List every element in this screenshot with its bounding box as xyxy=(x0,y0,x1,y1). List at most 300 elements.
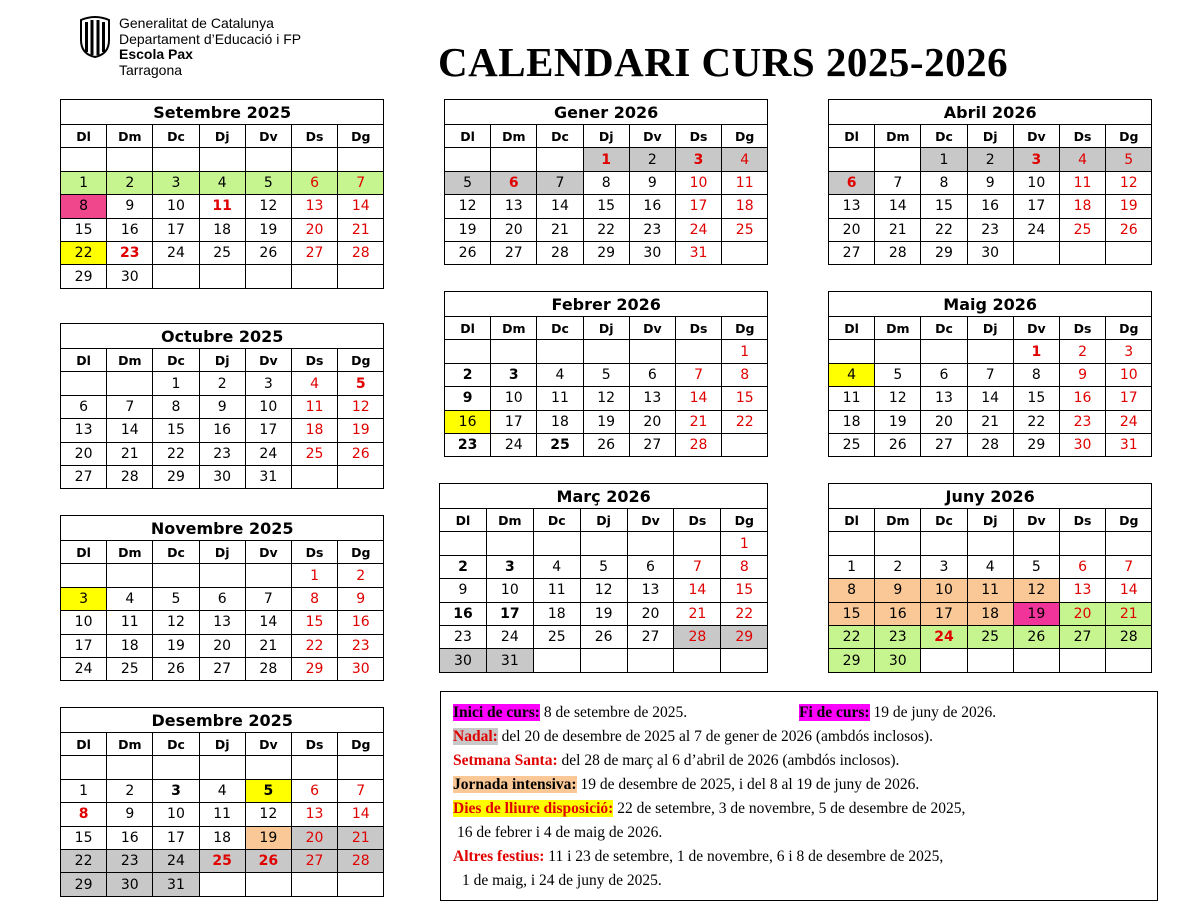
day-cell: 2 xyxy=(1059,340,1105,363)
empty-day-cell xyxy=(875,532,921,555)
day-cell: 13 xyxy=(199,611,245,634)
weekday-header: Dl xyxy=(829,509,875,532)
empty-day-cell xyxy=(491,340,537,363)
weekday-header: Dl xyxy=(829,317,875,340)
day-cell: 27 xyxy=(491,241,537,264)
week-row xyxy=(440,555,768,578)
weekday-header: Dc xyxy=(533,509,580,532)
calendar-abril xyxy=(828,99,1152,265)
empty-day-cell xyxy=(1013,241,1059,264)
day-cell: 5 xyxy=(583,363,629,386)
empty-day-cell xyxy=(875,340,921,363)
empty-day-cell xyxy=(107,756,153,779)
day-cell: 12 xyxy=(1106,171,1152,194)
day-cell: 21 xyxy=(675,410,721,433)
day-cell: 26 xyxy=(245,241,291,264)
day-cell: 30 xyxy=(967,241,1013,264)
calendar-juny xyxy=(828,483,1152,673)
day-cell: 2 xyxy=(440,555,487,578)
day-cell: 21 xyxy=(338,826,384,849)
day-cell: 17 xyxy=(61,634,107,657)
empty-day-cell xyxy=(61,756,107,779)
week-row xyxy=(61,564,384,587)
week-row xyxy=(445,241,768,264)
empty-day-cell xyxy=(245,265,291,288)
empty-day-cell xyxy=(486,532,533,555)
legend-nadal-label: Nadal: xyxy=(453,728,498,745)
week-row xyxy=(61,265,384,288)
weekday-header: Dv xyxy=(1013,509,1059,532)
day-cell: 6 xyxy=(829,171,875,194)
day-cell: 15 xyxy=(921,195,967,218)
day-cell: 28 xyxy=(107,465,153,488)
day-cell: 21 xyxy=(338,218,384,241)
day-cell: 30 xyxy=(440,649,487,672)
week-row xyxy=(445,171,768,194)
day-cell: 11 xyxy=(829,387,875,410)
legend-line-altres-cont: 1 de maig, i 24 de juny de 2025. xyxy=(462,872,662,889)
day-cell: 3 xyxy=(1013,148,1059,171)
day-cell: 11 xyxy=(199,803,245,826)
day-cell: 8 xyxy=(61,803,107,826)
day-cell: 7 xyxy=(967,363,1013,386)
empty-day-cell xyxy=(107,564,153,587)
day-cell: 17 xyxy=(1106,387,1152,410)
day-cell: 15 xyxy=(153,419,199,442)
empty-day-cell xyxy=(245,148,291,171)
day-cell: 28 xyxy=(875,241,921,264)
week-row xyxy=(61,241,384,264)
day-cell: 15 xyxy=(291,611,337,634)
day-cell: 26 xyxy=(445,241,491,264)
empty-day-cell xyxy=(629,340,675,363)
week-row xyxy=(829,579,1152,602)
empty-day-cell xyxy=(338,465,384,488)
day-cell: 25 xyxy=(199,849,245,872)
day-cell: 18 xyxy=(537,410,583,433)
weekday-header: Dc xyxy=(921,317,967,340)
day-cell: 21 xyxy=(674,602,721,625)
day-cell: 22 xyxy=(722,410,768,433)
empty-day-cell xyxy=(1059,649,1105,672)
day-cell: 30 xyxy=(629,241,675,264)
day-cell: 2 xyxy=(199,372,245,395)
day-cell: 28 xyxy=(675,433,721,456)
day-cell: 10 xyxy=(921,579,967,602)
day-cell: 22 xyxy=(721,602,768,625)
week-row xyxy=(61,611,384,634)
legend-jornada-text: 19 de desembre de 2025, i del 8 al 19 de juny de 2026. xyxy=(576,776,920,793)
day-cell: 19 xyxy=(245,826,291,849)
day-cell: 7 xyxy=(1106,555,1152,578)
empty-day-cell xyxy=(627,649,674,672)
week-row xyxy=(61,419,384,442)
day-cell: 18 xyxy=(533,602,580,625)
day-cell: 20 xyxy=(627,602,674,625)
empty-day-cell xyxy=(199,564,245,587)
day-cell: 17 xyxy=(245,419,291,442)
empty-day-cell xyxy=(967,340,1013,363)
day-cell: 10 xyxy=(1106,363,1152,386)
day-cell: 20 xyxy=(61,442,107,465)
day-cell: 2 xyxy=(338,564,384,587)
day-cell: 28 xyxy=(967,433,1013,456)
weekday-header: Dj xyxy=(967,317,1013,340)
day-cell: 8 xyxy=(722,363,768,386)
empty-day-cell xyxy=(674,532,721,555)
week-row xyxy=(61,849,384,872)
day-cell: 28 xyxy=(338,849,384,872)
empty-day-cell xyxy=(291,756,337,779)
generalitat-logo xyxy=(78,16,112,58)
day-cell: 6 xyxy=(921,363,967,386)
day-cell: 27 xyxy=(199,657,245,680)
legend-fi-label: Fi de curs: xyxy=(799,704,870,721)
day-cell: 24 xyxy=(921,625,967,648)
weekday-header: Dm xyxy=(107,733,153,756)
weekday-header: Dg xyxy=(338,125,384,148)
empty-day-cell xyxy=(445,340,491,363)
day-cell: 11 xyxy=(722,171,768,194)
day-cell: 3 xyxy=(675,148,721,171)
day-cell: 24 xyxy=(491,433,537,456)
day-cell: 26 xyxy=(245,849,291,872)
month-title: Setembre 2025 xyxy=(61,100,384,125)
day-cell: 10 xyxy=(491,387,537,410)
empty-day-cell xyxy=(1013,532,1059,555)
weekday-header: Dl xyxy=(445,125,491,148)
legend-line-setmana-santa xyxy=(453,749,1157,773)
day-cell: 7 xyxy=(675,363,721,386)
weekday-header: Dg xyxy=(1106,317,1152,340)
weekday-header: Dg xyxy=(1106,125,1152,148)
weekday-header: Dj xyxy=(580,509,627,532)
empty-day-cell xyxy=(291,148,337,171)
weekday-header: Ds xyxy=(1059,125,1105,148)
empty-day-cell xyxy=(153,265,199,288)
day-cell: 3 xyxy=(61,587,107,610)
day-cell: 4 xyxy=(537,363,583,386)
weekday-header: Dj xyxy=(199,541,245,564)
weekday-header: Dj xyxy=(199,125,245,148)
week-row xyxy=(829,532,1152,555)
day-cell: 13 xyxy=(491,195,537,218)
day-cell: 17 xyxy=(153,826,199,849)
day-cell: 24 xyxy=(153,849,199,872)
day-cell: 14 xyxy=(675,387,721,410)
weekday-header: Ds xyxy=(675,125,721,148)
week-row xyxy=(61,465,384,488)
day-cell: 28 xyxy=(245,657,291,680)
calendar-octubre xyxy=(60,323,384,489)
week-row xyxy=(61,873,384,896)
day-cell: 30 xyxy=(107,265,153,288)
legend-box xyxy=(440,691,1158,901)
day-cell: 14 xyxy=(338,803,384,826)
week-row xyxy=(61,195,384,218)
day-cell: 16 xyxy=(445,410,491,433)
day-cell: 8 xyxy=(921,171,967,194)
day-cell: 16 xyxy=(107,826,153,849)
week-row xyxy=(440,532,768,555)
weekday-header: Dc xyxy=(537,125,583,148)
calendar-maig xyxy=(828,291,1152,457)
empty-day-cell xyxy=(291,265,337,288)
day-cell: 8 xyxy=(721,555,768,578)
weekday-header: Dv xyxy=(629,125,675,148)
week-row xyxy=(829,433,1152,456)
empty-day-cell xyxy=(338,265,384,288)
day-cell: 17 xyxy=(486,602,533,625)
month-title: Abril 2026 xyxy=(829,100,1152,125)
day-cell: 12 xyxy=(580,579,627,602)
day-cell: 24 xyxy=(1106,410,1152,433)
day-cell: 23 xyxy=(107,849,153,872)
week-row xyxy=(829,363,1152,386)
legend-setmana-label: Setmana Santa: xyxy=(453,752,558,769)
legend-line-jornada xyxy=(453,773,1157,797)
empty-day-cell xyxy=(107,148,153,171)
empty-day-cell xyxy=(583,340,629,363)
empty-day-cell xyxy=(675,340,721,363)
day-cell: 20 xyxy=(291,218,337,241)
day-cell: 27 xyxy=(829,241,875,264)
legend-inici-text: 8 de setembre de 2025. xyxy=(539,704,688,721)
month-title: Març 2026 xyxy=(440,484,768,509)
day-cell: 20 xyxy=(1059,602,1105,625)
day-cell: 29 xyxy=(61,265,107,288)
weekday-header: Dv xyxy=(1013,317,1059,340)
day-cell: 31 xyxy=(486,649,533,672)
weekday-header: Dc xyxy=(153,541,199,564)
empty-day-cell xyxy=(491,148,537,171)
day-cell: 9 xyxy=(107,803,153,826)
day-cell: 2 xyxy=(445,363,491,386)
week-row xyxy=(61,803,384,826)
day-cell: 23 xyxy=(967,218,1013,241)
day-cell: 22 xyxy=(921,218,967,241)
week-row xyxy=(445,433,768,456)
empty-day-cell xyxy=(1059,532,1105,555)
day-cell: 30 xyxy=(199,465,245,488)
weekday-header: Dm xyxy=(107,541,153,564)
weekday-header: Dj xyxy=(967,509,1013,532)
empty-day-cell xyxy=(61,372,107,395)
day-cell: 12 xyxy=(1013,579,1059,602)
week-row xyxy=(61,218,384,241)
week-row xyxy=(440,625,768,648)
empty-day-cell xyxy=(921,649,967,672)
day-cell: 3 xyxy=(491,363,537,386)
empty-day-cell xyxy=(627,532,674,555)
day-cell: 29 xyxy=(153,465,199,488)
day-cell: 9 xyxy=(875,579,921,602)
day-cell: 24 xyxy=(675,218,721,241)
week-row xyxy=(61,756,384,779)
empty-day-cell xyxy=(199,265,245,288)
day-cell: 5 xyxy=(580,555,627,578)
day-cell: 7 xyxy=(674,555,721,578)
day-cell: 22 xyxy=(829,625,875,648)
empty-day-cell xyxy=(199,873,245,896)
week-row xyxy=(829,218,1152,241)
day-cell: 5 xyxy=(245,171,291,194)
day-cell: 19 xyxy=(580,602,627,625)
week-row xyxy=(445,340,768,363)
empty-day-cell xyxy=(533,532,580,555)
weekday-header: Dj xyxy=(583,125,629,148)
day-cell: 13 xyxy=(829,195,875,218)
day-cell: 7 xyxy=(537,171,583,194)
week-row xyxy=(445,410,768,433)
calendar-febrer xyxy=(444,291,768,457)
empty-day-cell xyxy=(199,756,245,779)
day-cell: 7 xyxy=(338,779,384,802)
day-cell: 8 xyxy=(829,579,875,602)
day-cell: 28 xyxy=(338,241,384,264)
day-cell: 21 xyxy=(107,442,153,465)
day-cell: 20 xyxy=(291,826,337,849)
day-cell: 11 xyxy=(533,579,580,602)
empty-day-cell xyxy=(291,873,337,896)
week-row xyxy=(440,602,768,625)
day-cell: 12 xyxy=(245,803,291,826)
day-cell: 6 xyxy=(291,171,337,194)
day-cell: 7 xyxy=(875,171,921,194)
day-cell: 8 xyxy=(61,195,107,218)
day-cell: 18 xyxy=(967,602,1013,625)
empty-day-cell xyxy=(829,532,875,555)
calendar-gener xyxy=(444,99,768,265)
day-cell: 20 xyxy=(629,410,675,433)
day-cell: 17 xyxy=(491,410,537,433)
day-cell: 15 xyxy=(583,195,629,218)
weekday-header: Dc xyxy=(153,349,199,372)
day-cell: 5 xyxy=(875,363,921,386)
day-cell: 16 xyxy=(107,218,153,241)
empty-day-cell xyxy=(1059,241,1105,264)
day-cell: 6 xyxy=(61,395,107,418)
week-row xyxy=(829,625,1152,648)
day-cell: 27 xyxy=(921,433,967,456)
day-cell: 1 xyxy=(1013,340,1059,363)
day-cell: 8 xyxy=(1013,363,1059,386)
day-cell: 17 xyxy=(153,218,199,241)
weekday-header: Dv xyxy=(245,125,291,148)
day-cell: 22 xyxy=(291,634,337,657)
day-cell: 23 xyxy=(440,625,487,648)
day-cell: 13 xyxy=(291,195,337,218)
day-cell: 6 xyxy=(627,555,674,578)
day-cell: 4 xyxy=(829,363,875,386)
day-cell: 26 xyxy=(1013,625,1059,648)
day-cell: 12 xyxy=(338,395,384,418)
empty-day-cell xyxy=(722,433,768,456)
empty-day-cell xyxy=(153,148,199,171)
weekday-header: Dm xyxy=(875,317,921,340)
day-cell: 11 xyxy=(967,579,1013,602)
weekday-header: Dv xyxy=(1013,125,1059,148)
day-cell: 21 xyxy=(967,410,1013,433)
week-row xyxy=(61,826,384,849)
day-cell: 22 xyxy=(61,849,107,872)
day-cell: 25 xyxy=(107,657,153,680)
day-cell: 3 xyxy=(153,171,199,194)
week-row xyxy=(829,340,1152,363)
day-cell: 1 xyxy=(291,564,337,587)
weekday-header: Dc xyxy=(153,733,199,756)
weekday-header: Dm xyxy=(491,317,537,340)
week-row xyxy=(829,387,1152,410)
day-cell: 18 xyxy=(1059,195,1105,218)
day-cell: 9 xyxy=(967,171,1013,194)
empty-day-cell xyxy=(1013,649,1059,672)
day-cell: 23 xyxy=(1059,410,1105,433)
day-cell: 12 xyxy=(583,387,629,410)
day-cell: 25 xyxy=(1059,218,1105,241)
empty-day-cell xyxy=(338,148,384,171)
day-cell: 15 xyxy=(61,826,107,849)
day-cell: 3 xyxy=(486,555,533,578)
weekday-header: Dg xyxy=(721,509,768,532)
legend-line-nadal xyxy=(453,725,1157,749)
day-cell: 6 xyxy=(1059,555,1105,578)
day-cell: 26 xyxy=(875,433,921,456)
day-cell: 21 xyxy=(537,218,583,241)
day-cell: 29 xyxy=(721,625,768,648)
day-cell: 2 xyxy=(629,148,675,171)
legend-line-altres xyxy=(453,845,1157,869)
empty-day-cell xyxy=(829,148,875,171)
day-cell: 18 xyxy=(829,410,875,433)
day-cell: 21 xyxy=(875,218,921,241)
day-cell: 19 xyxy=(338,419,384,442)
day-cell: 16 xyxy=(199,419,245,442)
day-cell: 11 xyxy=(537,387,583,410)
weekday-header: Dg xyxy=(338,541,384,564)
day-cell: 19 xyxy=(245,218,291,241)
day-cell: 19 xyxy=(875,410,921,433)
empty-day-cell xyxy=(674,649,721,672)
day-cell: 27 xyxy=(627,625,674,648)
day-cell: 26 xyxy=(583,433,629,456)
week-row xyxy=(61,148,384,171)
day-cell: 2 xyxy=(107,779,153,802)
legend-lliure-text: 22 de setembre, 3 de novembre, 5 de desembre de 2025, xyxy=(613,800,966,817)
day-cell: 4 xyxy=(291,372,337,395)
weekday-header: Dv xyxy=(629,317,675,340)
weekday-header: Dc xyxy=(153,125,199,148)
week-row xyxy=(440,649,768,672)
day-cell: 25 xyxy=(533,625,580,648)
day-cell: 15 xyxy=(829,602,875,625)
day-cell: 23 xyxy=(199,442,245,465)
day-cell: 31 xyxy=(153,873,199,896)
legend-jornada-label: Jornada intensiva: xyxy=(453,776,577,793)
empty-day-cell xyxy=(338,756,384,779)
day-cell: 5 xyxy=(245,779,291,802)
calendar-marc xyxy=(439,483,768,673)
day-cell: 14 xyxy=(967,387,1013,410)
empty-day-cell xyxy=(967,649,1013,672)
week-row xyxy=(829,241,1152,264)
day-cell: 1 xyxy=(583,148,629,171)
weekday-header: Dc xyxy=(537,317,583,340)
day-cell: 11 xyxy=(199,195,245,218)
empty-day-cell xyxy=(537,340,583,363)
day-cell: 13 xyxy=(1059,579,1105,602)
weekday-header: Ds xyxy=(291,733,337,756)
